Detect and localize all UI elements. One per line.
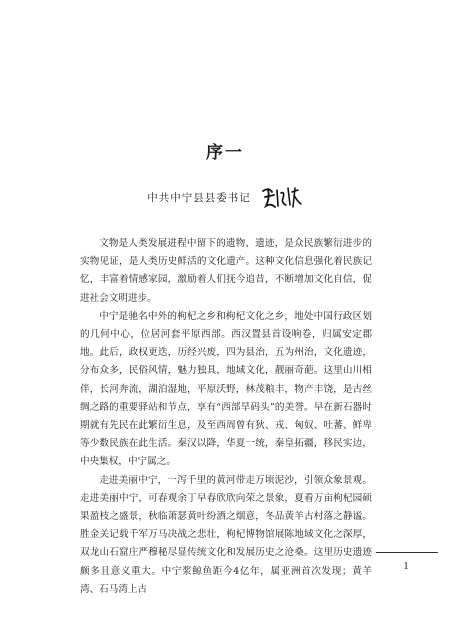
- paragraph: 走进美丽中宁，一泻千里的黄河带走万顷泥沙，引领众象景观。走进美丽中宁，可春观余丁早春欣欣向荣之景象，夏看万亩枸杞园硕果盈枝之盛景，秋临萧瑟黄叶纷洒之烟意，冬品黄羊古村落之静谧。胜金关记载千军万马决战之悲壮，枸杞博物馆展陈地域文化之深厚，双龙山石窟庄严穆秘尽显传统文化和发展历史之沧桑。这里历史遗迹颇多且意义重大。中宁浆鲸鱼距今4亿年，属亚洲首次发现；黄羊湾、石马湾上古: [80, 474, 372, 595]
- paragraph: 文物是人类发展进程中留下的遗物、遗迹，是众民族繁衍进步的实物见证，是人类历史鲜活的文化遗产。这种文化信息强化着民族记忆，丰富着情感家园，激励着人们抚今追昔，不断增加文化自信，促进社会文明进步。: [80, 238, 372, 304]
- page-number: 1: [403, 560, 409, 572]
- author-title: 中共中宁县县委书记: [147, 191, 251, 204]
- body-text: [80, 235, 372, 599]
- footer-rule: [376, 552, 438, 553]
- paragraph: 中宁是驰名中外的枸杞之乡和枸杞文化之乡，地处中国行政区划的几何中心，位居河套平原西部。西汉置县首设响卷，归属安定郡地。此后，政权更迭，历经兴废，四为县治，五为州治，文化遗迹，分布众多，民俗风情，魅力独具，地域文化，靓丽奇葩。这里山川相伴，长河奔流，湖泊湿地，平原沃野，林茂粮丰，物产丰饶，是古丝绸之路的重要驿站和节点，享有“西部旱码头”的美誉。早在新石器时期就有先民在此繁衍生息，及至西周曾有狄、戎、匈奴、吐蕃、鲜卑等少数民族在此生活。秦汉以降，华夏一统，秦皇拓疆，移民实边，中央集权，中宁属之。: [80, 310, 372, 468]
- page-title: 序一: [206, 143, 244, 163]
- byline: [0, 184, 450, 210]
- signature-image: [259, 184, 303, 210]
